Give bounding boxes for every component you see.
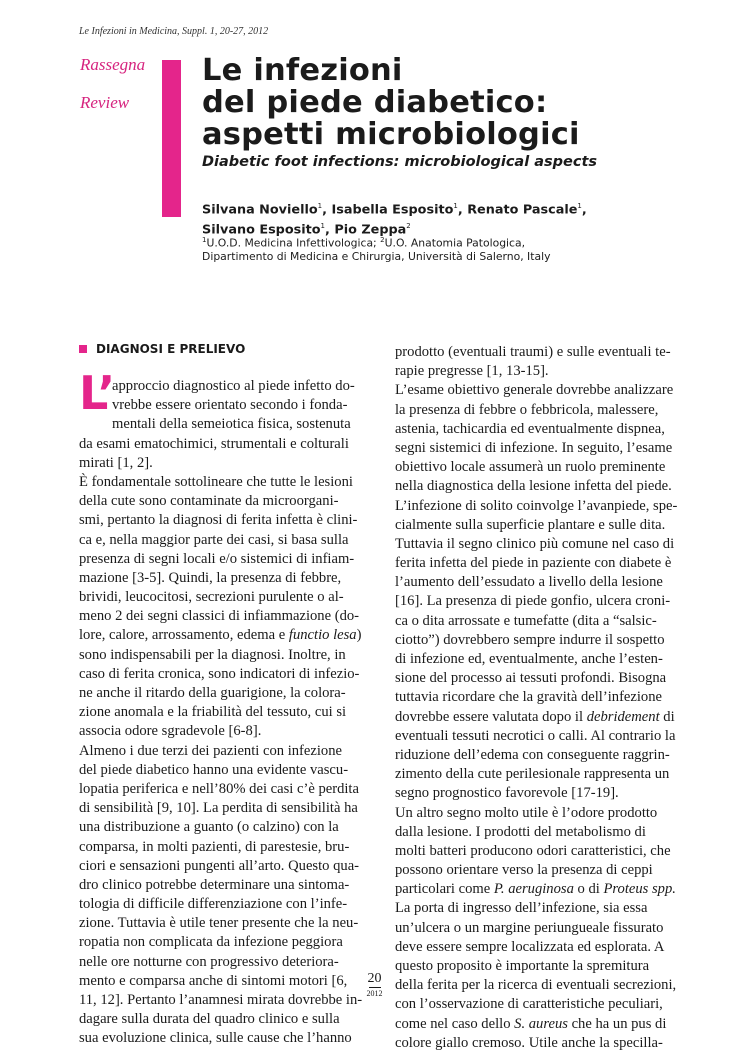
author-affiliation-mark: 1	[577, 202, 582, 210]
text-line: astenia, tachicardia ed eventualmente dispnea,	[395, 420, 665, 437]
text-line: lore, calore, arrossamento, edema e functio lesa)	[79, 627, 362, 644]
title-accent-bar	[162, 60, 181, 217]
text-line: L’infezione di solito coinvolge l’avanpiede, spe-	[395, 497, 678, 514]
author-separator: ,	[325, 222, 335, 238]
text-line: zimento della cute perilesionale rappresenta un	[395, 766, 670, 783]
text-line: È fondamentale sottolineare che tutte le lesioni	[79, 473, 353, 490]
text-line: questo proposito è importante la spremitura	[395, 958, 650, 974]
text-line: colore giallo cremoso. Utile anche la specilla-	[395, 1034, 663, 1051]
page-number-rule	[369, 987, 381, 988]
text-line: [16]. La presenza di piede gonfio, ulcera croni-	[395, 593, 671, 610]
text-line: ropatia non complicata da infezione peggiora	[79, 934, 343, 951]
author-line	[202, 198, 587, 218]
text-line: nella diagnostica della lesione infetta del piede.	[395, 478, 672, 495]
article-title	[202, 55, 702, 151]
text-line: del piede diabetico hanno una evidente vascu-	[79, 761, 349, 778]
page-number: 20	[367, 971, 382, 986]
author-affiliation-mark: 1	[317, 202, 323, 210]
title-line: del piede diabetico:	[202, 85, 548, 120]
affiliation-line	[202, 234, 550, 250]
text-line: possono orientare verso la presenza di ceppi	[395, 862, 653, 879]
text-line: sono indispensabili per la diagnosi. Inoltre, in	[79, 646, 346, 663]
text-line: tologia di difficile differenziazione con l’infe-	[79, 896, 348, 913]
text-line: segno prognostico favorevole [17-19].	[395, 785, 619, 802]
text-line: di sensibilità [9, 10]. La perdita di sensibilità ha	[79, 800, 358, 817]
text-line: vrebbe essere orientato secondo i fonda-	[112, 397, 348, 414]
text-line: un’ulcera o un margine periungueale fissurato	[395, 919, 664, 936]
text-line: rapie pregresse [1, 13-15].	[395, 363, 549, 380]
text-line: nelle ore notturne con progressivo deteriora-	[79, 953, 339, 970]
text-line: della ferita per la ricerca di eventuali secrezioni,	[395, 977, 677, 994]
text-line: ne anche il ritardo della guarigione, la colora-	[79, 685, 346, 701]
text-line: presenza di segni locali e/o sistemici di infiam-	[79, 550, 355, 567]
text-line: approccio diagnostico al piede infetto do-	[112, 378, 355, 394]
text-line: della cute sono contaminate da microorgani-	[79, 493, 339, 510]
text-line: dalla lesione. I prodotti del metabolismo di	[395, 823, 646, 840]
text-line: come nel caso dello S. aureus che ha un pus di	[395, 1015, 667, 1032]
text-line: cialmente sulla superficie plantare e sulle dita.	[395, 516, 666, 533]
text-line: smi, pertanto la diagnosi di ferita infetta è clini-	[79, 512, 358, 529]
text-line: la presenza di febbre o febbricola, malessere,	[395, 401, 659, 418]
text-line: sua evoluzione clinica, sulle cause che l’hanno	[79, 1030, 352, 1047]
text-line: comparsa, in molti pazienti, di parestesie, bru-	[79, 838, 350, 855]
section-heading-text: DIAGNOSI E PRELIEVO	[96, 342, 246, 356]
left-text-column	[79, 377, 369, 1049]
text-line: ca o dita arrossate e tumefatte (dita a “salsic-	[395, 612, 657, 629]
right-text-column	[395, 343, 690, 1053]
author-name: Silvano Esposito	[202, 222, 321, 238]
text-line: sione del processo ai tessuti profondi. Bisogna	[395, 670, 667, 687]
author-separator: ,	[581, 202, 587, 218]
text-line: di infezione ed, eventualmente, anche l’esten-	[395, 651, 663, 667]
drop-cap-letter: L’	[79, 366, 116, 420]
author-name: Pio Zeppa	[334, 222, 407, 238]
author-affiliation-mark: 1	[320, 222, 326, 231]
affiliation-mark: 2	[380, 236, 385, 244]
text-line: prodotto (eventuali traumi) e sulle eventuali te-	[395, 344, 671, 360]
affiliation-mark: 1	[202, 236, 207, 244]
text-line: caso di ferita cronica, sono indicatori di infezio-	[79, 665, 360, 682]
author-separator: ,	[457, 202, 468, 218]
author-name: Renato Pascale	[467, 202, 578, 218]
section-heading	[79, 342, 245, 356]
author-list	[202, 198, 587, 239]
text-line: dro clinico potrebbe determinare una sintoma-	[79, 876, 350, 893]
title-line: aspetti microbiologici	[202, 117, 580, 152]
text-line: eventuali tessuti necrotici o calli. Al contrario la	[395, 727, 676, 744]
text-line: molti batteri producono odori caratteristici, che	[395, 842, 671, 859]
journal-citation: Le Infezioni in Medicina, Suppl. 1, 20-27, 2012	[79, 26, 269, 37]
text-line: ca e, nella maggior parte dei casi, si basa sulla	[79, 531, 349, 548]
text-line: obiettivo locale assumerà un ruolo preminente	[395, 459, 666, 476]
text-line: brividi, leucocitosi, secrezioni purulente o al-	[79, 589, 344, 606]
text-line: dovrebbe essere valutata dopo il debridement di	[395, 708, 675, 725]
text-line: dagare sulla durata del quadro clinico e sulla	[79, 1011, 340, 1028]
author-name: Isabella Esposito	[331, 202, 454, 218]
section-label-english: Review	[80, 93, 130, 112]
author-affiliation-mark: 2	[406, 222, 411, 231]
article-subtitle: Diabetic foot infections: microbiological aspects	[202, 154, 598, 170]
affiliation-text: U.O.D. Medicina Infettivologica;	[206, 236, 381, 250]
text-line: 11, 12]. Pertanto l’anamnesi mirata dovrebbe in-	[79, 992, 363, 1008]
section-bullet-icon	[79, 345, 87, 353]
text-line: ferita infetta del piede in paziente con diabete è	[395, 555, 672, 572]
text-line: con l’osservazione di caratteristiche peculiari,	[395, 996, 663, 1013]
author-name: Silvana Noviello	[202, 202, 318, 218]
text-line: tuttavia ricordare che la gravità dell’infezione	[395, 689, 663, 706]
text-line: l’aumento dell’essudato a livello della lesione	[395, 574, 663, 591]
text-line: L’esame obiettivo generale dovrebbe analizzare	[395, 382, 674, 399]
text-line: una distribuzione a guanto (o calzino) con la	[79, 819, 339, 836]
text-line: ciotto”) dovrebbero sempre indurre il sospetto	[395, 631, 665, 648]
text-line: La porta di ingresso dell’infezione, sia essa	[395, 900, 648, 917]
text-line: segni sistemici di infezione. In seguito, l’esame	[395, 439, 673, 456]
text-line: lopatia periferica e nell’80% dei casi c’è perdita	[79, 780, 359, 797]
text-line: meno 2 dei segni classici di infiammazione (do-	[79, 608, 360, 625]
affiliation-text: U.O. Anatomia Patologica,	[384, 236, 526, 250]
text-line: Un altro segno molto utile è l’odore prodotto	[395, 804, 658, 821]
affiliation-line: Dipartimento di Medicina e Chirurgia, Università di Salerno, Italy	[202, 249, 551, 263]
page-year: 2012	[366, 989, 383, 998]
text-line: mazione [3-5]. Quindi, la presenza di febbre,	[79, 569, 342, 586]
text-line: mirati [1, 2].	[79, 454, 153, 471]
author-affiliation-mark: 1	[453, 202, 458, 210]
text-line: mento e comparsa anche di sintomi motori [6,	[79, 972, 348, 989]
title-line: Le infezioni	[202, 53, 403, 88]
text-line: riduzione dell’edema con conseguente raggrin-	[395, 746, 670, 763]
text-line: da esami ematochimici, strumentali e colturali	[79, 435, 349, 452]
section-label-italian: Rassegna	[80, 55, 146, 74]
text-line: associa odore sgradevole [6-8].	[79, 723, 262, 740]
text-line: zione anomala e la friabilità del tessuto, cui si	[79, 704, 347, 721]
text-line: particolari come P. aeruginosa o di Proteus spp.	[395, 881, 676, 898]
text-line: mentali della semeiotica fisica, sostenuta	[112, 416, 351, 433]
text-line: Almeno i due terzi dei pazienti con infezione	[79, 742, 342, 759]
text-line: zione. Tuttavia è utile tener presente che la neu-	[79, 915, 359, 932]
text-line: deve essere sempre localizzata ed esplorata. A	[395, 938, 665, 955]
author-separator: ,	[322, 202, 332, 218]
text-line: Tuttavia il segno clinico più comune nel caso di	[395, 535, 675, 552]
affiliations	[202, 234, 550, 263]
text-line: ciori e sensazioni pungenti all’arto. Questo qua-	[79, 857, 360, 874]
